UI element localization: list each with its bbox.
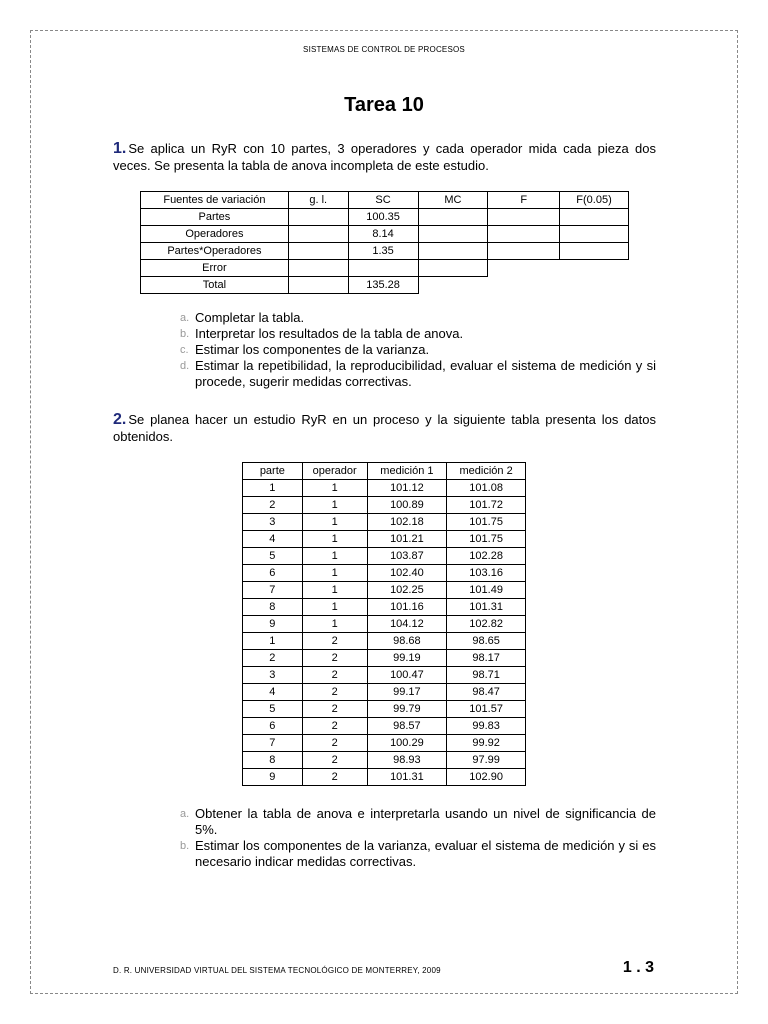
task-text: Estimar los componentes de la varianza. [195,342,430,357]
table-cell: 101.16 [367,599,447,616]
table-cell: 8 [243,599,303,616]
task-letter: a. [180,808,190,820]
table-cell: 6 [243,565,303,582]
table-cell: 7 [243,582,303,599]
table-cell: 99.17 [367,684,447,701]
table-cell [418,209,488,226]
table-cell: 1 [302,548,367,565]
measurement-row [243,667,526,684]
task-item [180,806,656,838]
task-letter: c. [180,344,189,356]
table-header-cell: Fuentes de variación [141,192,289,209]
question-2-text: Se planea hacer un estudio RyR en un proceso y la siguiente tabla presenta los datos obtenidos. [113,412,656,444]
table-cell: 2 [302,769,367,786]
table-cell: 98.17 [447,650,526,667]
table-cell: 101.31 [367,769,447,786]
measurement-row [243,701,526,718]
page-title: Tarea 10 [344,94,424,116]
question-1-tasks [180,310,656,390]
task-letter: b. [180,328,190,340]
table-cell: 1 [302,497,367,514]
table-cell: 101.12 [367,480,447,497]
table-cell: 99.19 [367,650,447,667]
anova-row [141,209,629,226]
footer-copyright: D. R. UNIVERSIDAD VIRTUAL DEL SISTEMA TECNOLÓGICO DE MONTERREY, 2009 [113,966,441,975]
table-cell: 104.12 [367,616,447,633]
table-cell [418,226,488,243]
measurement-row [243,752,526,769]
task-text: Completar la tabla. [195,310,305,325]
task-text: Obtener la tabla de anova e interpretarla usando un nivel de significancia de 5%. [195,806,656,837]
anova-row [141,277,629,294]
table-header-cell: medición 1 [367,463,447,480]
table-cell: 2 [243,497,303,514]
anova-table [140,191,629,294]
table-cell [418,260,488,277]
table-cell: 1 [302,582,367,599]
table-cell: 101.72 [447,497,526,514]
table-cell: 99.92 [447,735,526,752]
question-2-number: 2. [113,411,127,428]
table-cell [288,243,348,260]
table-cell: 102.25 [367,582,447,599]
measurement-row [243,514,526,531]
task-text: Interpretar los resultados de la tabla de anova. [195,326,464,341]
table-header-cell: operador [302,463,367,480]
table-header-cell: medición 2 [447,463,526,480]
table-cell: 99.79 [367,701,447,718]
table-cell: 98.71 [447,667,526,684]
table-cell: 2 [302,633,367,650]
measurement-row [243,633,526,650]
table-cell [560,209,629,226]
table-cell: 98.47 [447,684,526,701]
measurement-row [243,718,526,735]
measurement-row [243,548,526,565]
table-cell: 101.75 [447,531,526,548]
table-cell: 1 [302,514,367,531]
measurement-row [243,565,526,582]
measurement-row [243,650,526,667]
table-cell: 100.29 [367,735,447,752]
table-cell: 102.18 [367,514,447,531]
table-header-cell: parte [243,463,303,480]
table-cell: 101.21 [367,531,447,548]
table-cell: 5 [243,701,303,718]
measurement-row [243,582,526,599]
table-cell: 101.49 [447,582,526,599]
table-cell: 2 [302,684,367,701]
table-cell [560,226,629,243]
table-cell: 2 [302,667,367,684]
table-header-row [141,192,629,209]
task-item [180,358,656,390]
anova-row [141,243,629,260]
table-cell: 2 [302,718,367,735]
table-empty-space [488,277,560,294]
table-cell: 102.90 [447,769,526,786]
task-item [180,342,656,358]
anova-row [141,260,629,277]
table-header-row [243,463,526,480]
table-cell [488,209,560,226]
table-cell: 4 [243,531,303,548]
table-cell: 1 [243,480,303,497]
question-1-number: 1. [113,140,127,157]
table-empty-space [488,260,560,277]
table-cell [488,226,560,243]
table-cell: 6 [243,718,303,735]
measurement-row [243,497,526,514]
table-cell [288,209,348,226]
table-cell: 7 [243,735,303,752]
table-cell: 98.93 [367,752,447,769]
measurement-row [243,616,526,633]
measurement-row [243,480,526,497]
table-empty-space [560,260,629,277]
anova-row [141,226,629,243]
table-cell: 1 [302,480,367,497]
table-cell: 103.87 [367,548,447,565]
page-header: SISTEMAS DE CONTROL DE PROCESOS [303,45,465,54]
table-cell: 98.68 [367,633,447,650]
table-cell: 8 [243,752,303,769]
table-cell: Operadores [141,226,289,243]
table-header-cell: g. l. [288,192,348,209]
table-cell: 1 [302,599,367,616]
table-cell: 1 [243,633,303,650]
task-letter: a. [180,312,190,324]
table-cell: 3 [243,667,303,684]
table-cell [288,277,348,294]
question-1 [113,141,656,174]
table-cell: 1 [302,565,367,582]
table-cell: 2 [302,701,367,718]
table-cell: 9 [243,769,303,786]
table-cell: 100.89 [367,497,447,514]
table-cell [348,260,418,277]
task-item [180,310,656,326]
task-letter: b. [180,840,190,852]
table-header-cell: F(0.05) [560,192,629,209]
table-cell [488,243,560,260]
table-cell: 9 [243,616,303,633]
table-cell: Partes*Operadores [141,243,289,260]
table-cell: 4 [243,684,303,701]
table-cell: 103.16 [447,565,526,582]
table-cell: 101.57 [447,701,526,718]
measurement-table [242,462,526,786]
table-cell: Total [141,277,289,294]
task-text: Estimar la repetibilidad, la reproducibilidad, evaluar el sistema de medición y si procede, sugerir medidas correctivas. [195,358,656,389]
question-2 [113,412,656,445]
measurement-row [243,735,526,752]
table-cell: 8.14 [348,226,418,243]
table-cell [288,260,348,277]
table-cell: 2 [302,650,367,667]
task-item [180,326,656,342]
table-cell: 99.83 [447,718,526,735]
table-cell: 101.08 [447,480,526,497]
table-cell: 102.40 [367,565,447,582]
table-header-cell: F [488,192,560,209]
table-cell: 2 [302,752,367,769]
table-cell [560,243,629,260]
measurement-row [243,599,526,616]
question-1-text: Se aplica un RyR con 10 partes, 3 operadores y cada operador mida cada pieza dos veces. Se presenta la tabla de anova incompleta de este estudio. [113,141,656,173]
table-cell: 135.28 [348,277,418,294]
measurement-row [243,684,526,701]
measurement-row [243,769,526,786]
task-text: Estimar los componentes de la varianza, evaluar el sistema de medición y si es necesario indicar medidas correctivas. [195,838,656,869]
table-cell: 100.35 [348,209,418,226]
table-cell: 1 [302,531,367,548]
page-number: 1 . 3 [622,959,654,976]
question-2-tasks [180,806,656,870]
table-cell: 1.35 [348,243,418,260]
task-item [180,838,656,870]
table-header-cell: SC [348,192,418,209]
table-cell: 97.99 [447,752,526,769]
table-cell [418,243,488,260]
table-cell: 102.82 [447,616,526,633]
table-cell: 2 [302,735,367,752]
table-cell: 5 [243,548,303,565]
table-cell [288,226,348,243]
table-cell: Partes [141,209,289,226]
table-cell: 98.57 [367,718,447,735]
measurement-row [243,531,526,548]
table-cell: 3 [243,514,303,531]
table-empty-space [560,277,629,294]
table-cell: Error [141,260,289,277]
task-letter: d. [180,360,190,372]
table-cell: 2 [243,650,303,667]
table-cell: 1 [302,616,367,633]
table-cell: 101.75 [447,514,526,531]
table-cell: 101.31 [447,599,526,616]
table-cell: 98.65 [447,633,526,650]
table-cell: 102.28 [447,548,526,565]
table-cell: 100.47 [367,667,447,684]
table-empty-space [418,277,488,294]
table-header-cell: MC [418,192,488,209]
